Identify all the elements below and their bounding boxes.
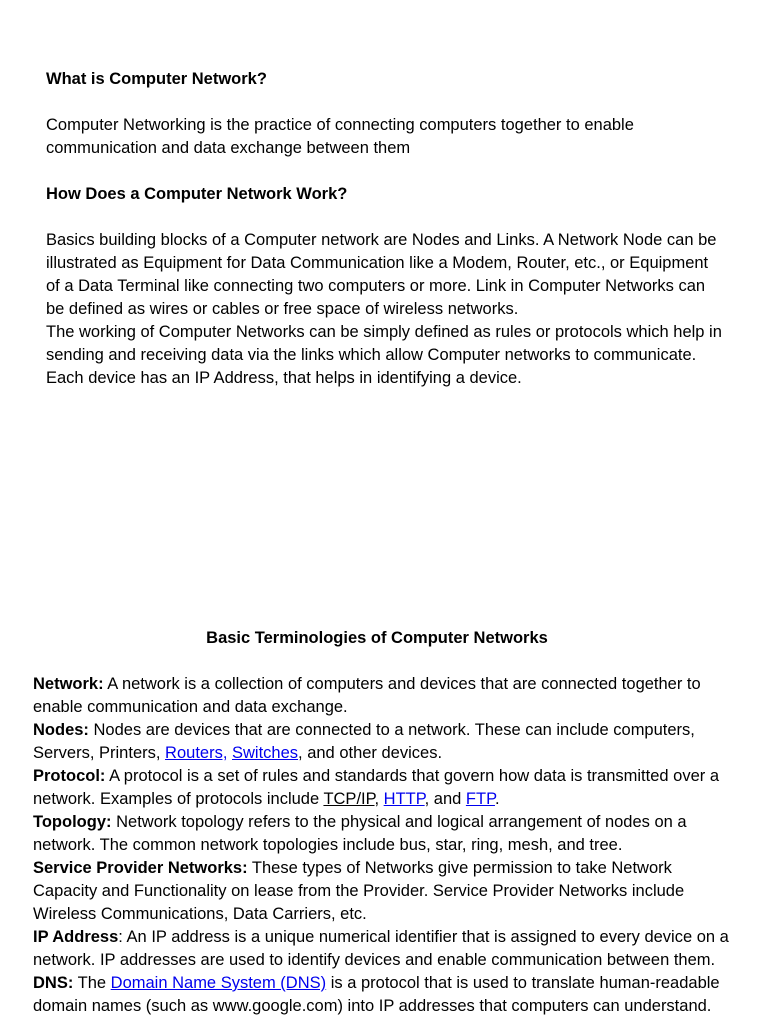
term-label: Nodes: bbox=[33, 721, 89, 739]
heading-what-is-computer-network: What is Computer Network? bbox=[46, 70, 267, 88]
term-label: Protocol: bbox=[33, 767, 106, 785]
term-definition: The bbox=[73, 974, 111, 992]
term-label: Service Provider Networks: bbox=[33, 859, 248, 877]
paragraph-definition: Computer Networking is the practice of connecting computers together to enable communication and data exchange between them bbox=[46, 116, 634, 157]
term-dns bbox=[33, 972, 733, 1018]
dns-link[interactable]: Domain Name System (DNS) bbox=[110, 974, 327, 992]
term-definition-tail: , and other devices. bbox=[298, 744, 443, 762]
term-definition: Nodes are devices that are connected to a network. These can include computers, Servers, Printers, bbox=[33, 721, 695, 762]
tcpip-link[interactable]: TCP/IP bbox=[323, 790, 375, 808]
ftp-link[interactable]: FTP bbox=[465, 790, 495, 808]
term-definition-tail: is a protocol that is used to translate human-readable domain names (such as www.google.com) into IP addresses that computers can understand. bbox=[33, 974, 720, 1015]
term-definition: A network is a collection of computers and devices that are connected together to enable communication and data exchange. bbox=[33, 675, 701, 716]
term-ip-address bbox=[33, 926, 733, 972]
switches-link[interactable]: Switches bbox=[232, 744, 299, 762]
how-it-works-body bbox=[46, 229, 726, 390]
term-definition: A protocol is a set of rules and standards that govern how data is transmitted over a network. Examples of protocols include bbox=[33, 767, 720, 808]
term-definition: These types of Networks give permission to take Network Capacity and Functionality on lease from the Provider. Service Provider Networks include Wireless Communications, Data Carriers, etc. bbox=[33, 859, 685, 923]
terminology-list bbox=[33, 673, 733, 1018]
paragraph-rules-and-protocols: The working of Computer Networks can be simply defined as rules or protocols which help in sending and receiving data via the links which allow Computer networks to communicate. Each device has an IP Address, that helps in identifying a device. bbox=[46, 323, 722, 387]
term-label: Network: bbox=[33, 675, 104, 693]
term-topology bbox=[33, 811, 733, 857]
term-label: IP Address bbox=[33, 928, 119, 946]
heading-how-network-works: How Does a Computer Network Work? bbox=[46, 185, 348, 203]
term-definition: : An IP address is a unique numerical identifier that is assigned to every device on a network. IP addresses are used to identify devices and enable communication between them. bbox=[33, 928, 729, 969]
term-definition: Network topology refers to the physical and logical arrangement of nodes on a network. The common network topologies include bus, star, ring, mesh, and tree. bbox=[33, 813, 687, 854]
term-label: DNS: bbox=[33, 974, 74, 992]
routers-link[interactable]: Routers, bbox=[165, 744, 228, 762]
http-link[interactable]: HTTP bbox=[383, 790, 425, 808]
term-network bbox=[33, 673, 733, 719]
heading-basic-terminologies: Basic Terminologies of Computer Networks bbox=[206, 629, 548, 647]
term-label: Topology: bbox=[33, 813, 112, 831]
paragraph-nodes-and-links: Basics building blocks of a Computer network are Nodes and Links. A Network Node can be illustrated as Equipment for Data Communication like a Modem, Router, etc., or Equipment of a Data Terminal like connecting two computers or more. Link in Computer Networks can be defined as wires or cables or free space of wireless networks. bbox=[46, 231, 717, 318]
term-protocol: Protocol: A protocol is a set of rules and standards that govern how data is transmitted over a network. Examples of protocols include TCP/IP, HTTP, and FTP. bbox=[33, 767, 720, 808]
term-service-provider-networks bbox=[33, 857, 733, 926]
term-nodes bbox=[33, 719, 733, 765]
